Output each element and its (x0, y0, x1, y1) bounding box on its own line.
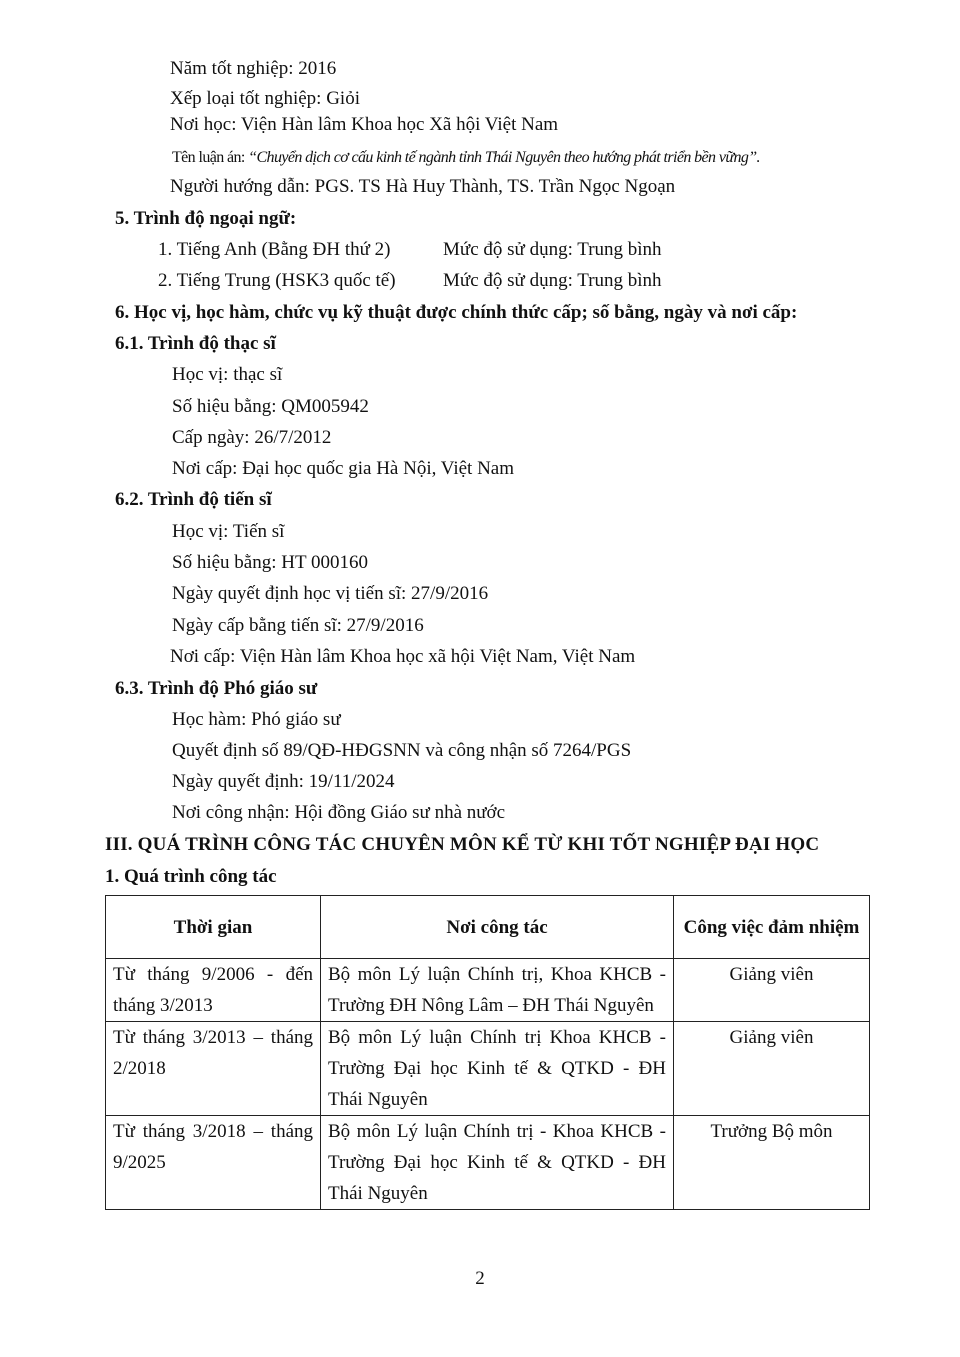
cell-place: Bộ môn Lý luận Chính trị Khoa KHCB - Trường Đại học Kinh tế & QTKD - ĐH Thái Nguyên (321, 1022, 674, 1116)
language-item (158, 269, 858, 293)
graduation-year: Năm tốt nghiệp: 2016 (170, 58, 337, 79)
graduation-rank: Xếp loại tốt nghiệp: Giỏi (170, 88, 360, 109)
cell-place: Bộ môn Lý luận Chính trị, Khoa KHCB - Trường ĐH Nông Lâm – ĐH Thái Nguyên (321, 959, 674, 1022)
language-level: Mức độ sử dụng: Trung bình (443, 270, 662, 291)
table-row (106, 1022, 870, 1116)
languages-heading: 5. Trình độ ngoại ngữ: (115, 208, 297, 229)
masters-heading: 6.1. Trình độ thạc sĩ (115, 333, 276, 354)
header-role: Công việc đảm nhiệm (674, 896, 870, 959)
work-history-table (105, 895, 870, 1210)
assoc-prof-line: Ngày quyết định: 19/11/2024 (172, 771, 395, 792)
table-row (106, 959, 870, 1022)
thesis-title: “Chuyển dịch cơ cấu kinh tế ngành tỉnh Thái Nguyên theo hướng phát triển bền vững”. (248, 149, 760, 166)
thesis-label: Tên luận án: (172, 149, 249, 166)
language-name: 2. Tiếng Trung (HSK3 quốc tế) (158, 270, 396, 291)
assoc-prof-heading: 6.3. Trình độ Phó giáo sư (115, 678, 318, 699)
masters-line: Số hiệu bằng: QM005942 (172, 396, 369, 417)
thesis-line (172, 146, 760, 170)
doctorate-line: Ngày quyết định học vị tiến sĩ: 27/9/2016 (172, 583, 489, 604)
cell-time: Từ tháng 9/2006 - đến tháng 3/2013 (106, 959, 321, 1022)
masters-line: Nơi cấp: Đại học quốc gia Hà Nội, Việt Nam (172, 458, 515, 479)
cell-role: Giảng viên (674, 959, 870, 1022)
doctorate-heading: 6.2. Trình độ tiến sĩ (115, 489, 272, 510)
header-place: Nơi công tác (321, 896, 674, 959)
doctorate-line: Số hiệu bằng: HT 000160 (172, 552, 368, 573)
header-time: Thời gian (106, 896, 321, 959)
cell-time: Từ tháng 3/2018 – tháng 9/2025 (106, 1116, 321, 1210)
table-row (106, 1116, 870, 1210)
assoc-prof-line: Học hàm: Phó giáo sư (172, 709, 341, 730)
section3-heading: III. QUÁ TRÌNH CÔNG TÁC CHUYÊN MÔN KỂ TỪ KHI TỐT NGHIỆP ĐẠI HỌC (105, 834, 820, 855)
doctorate-line: Học vị: Tiến sĩ (172, 521, 285, 542)
doctorate-line: Ngày cấp bằng tiến sĩ: 27/9/2016 (172, 615, 424, 636)
doctorate-line: Nơi cấp: Viện Hàn lâm Khoa học xã hội Việt Nam, Việt Nam (170, 646, 636, 667)
masters-line: Cấp ngày: 26/7/2012 (172, 427, 332, 448)
advisors: Người hướng dẫn: PGS. TS Hà Huy Thành, TS. Trần Ngọc Ngoạn (170, 176, 676, 197)
cell-place: Bộ môn Lý luận Chính trị - Khoa KHCB - Trường Đại học Kinh tế & QTKD - ĐH Thái Nguyên (321, 1116, 674, 1210)
language-level: Mức độ sử dụng: Trung bình (443, 239, 662, 260)
degrees-heading: 6. Học vị, học hàm, chức vụ kỹ thuật được chính thức cấp; số bằng, ngày và nơi cấp: (115, 302, 798, 323)
cell-time: Từ tháng 3/2013 – tháng 2/2018 (106, 1022, 321, 1116)
page-number: 2 (475, 1268, 485, 1289)
language-item (158, 238, 858, 262)
table-header-row (106, 896, 870, 959)
assoc-prof-line: Quyết định số 89/QĐ-HĐGSNN và công nhận số 7264/PGS (172, 740, 632, 761)
masters-line: Học vị: thạc sĩ (172, 364, 283, 385)
cell-role: Giảng viên (674, 1022, 870, 1116)
assoc-prof-line: Nơi công nhận: Hội đồng Giáo sư nhà nước (172, 802, 506, 823)
work-history-heading: 1. Quá trình công tác (105, 866, 277, 887)
cell-role: Trưởng Bộ môn (674, 1116, 870, 1210)
language-name: 1. Tiếng Anh (Bằng ĐH thứ 2) (158, 239, 391, 260)
graduation-place: Nơi học: Viện Hàn lâm Khoa học Xã hội Việt Nam (170, 114, 559, 135)
